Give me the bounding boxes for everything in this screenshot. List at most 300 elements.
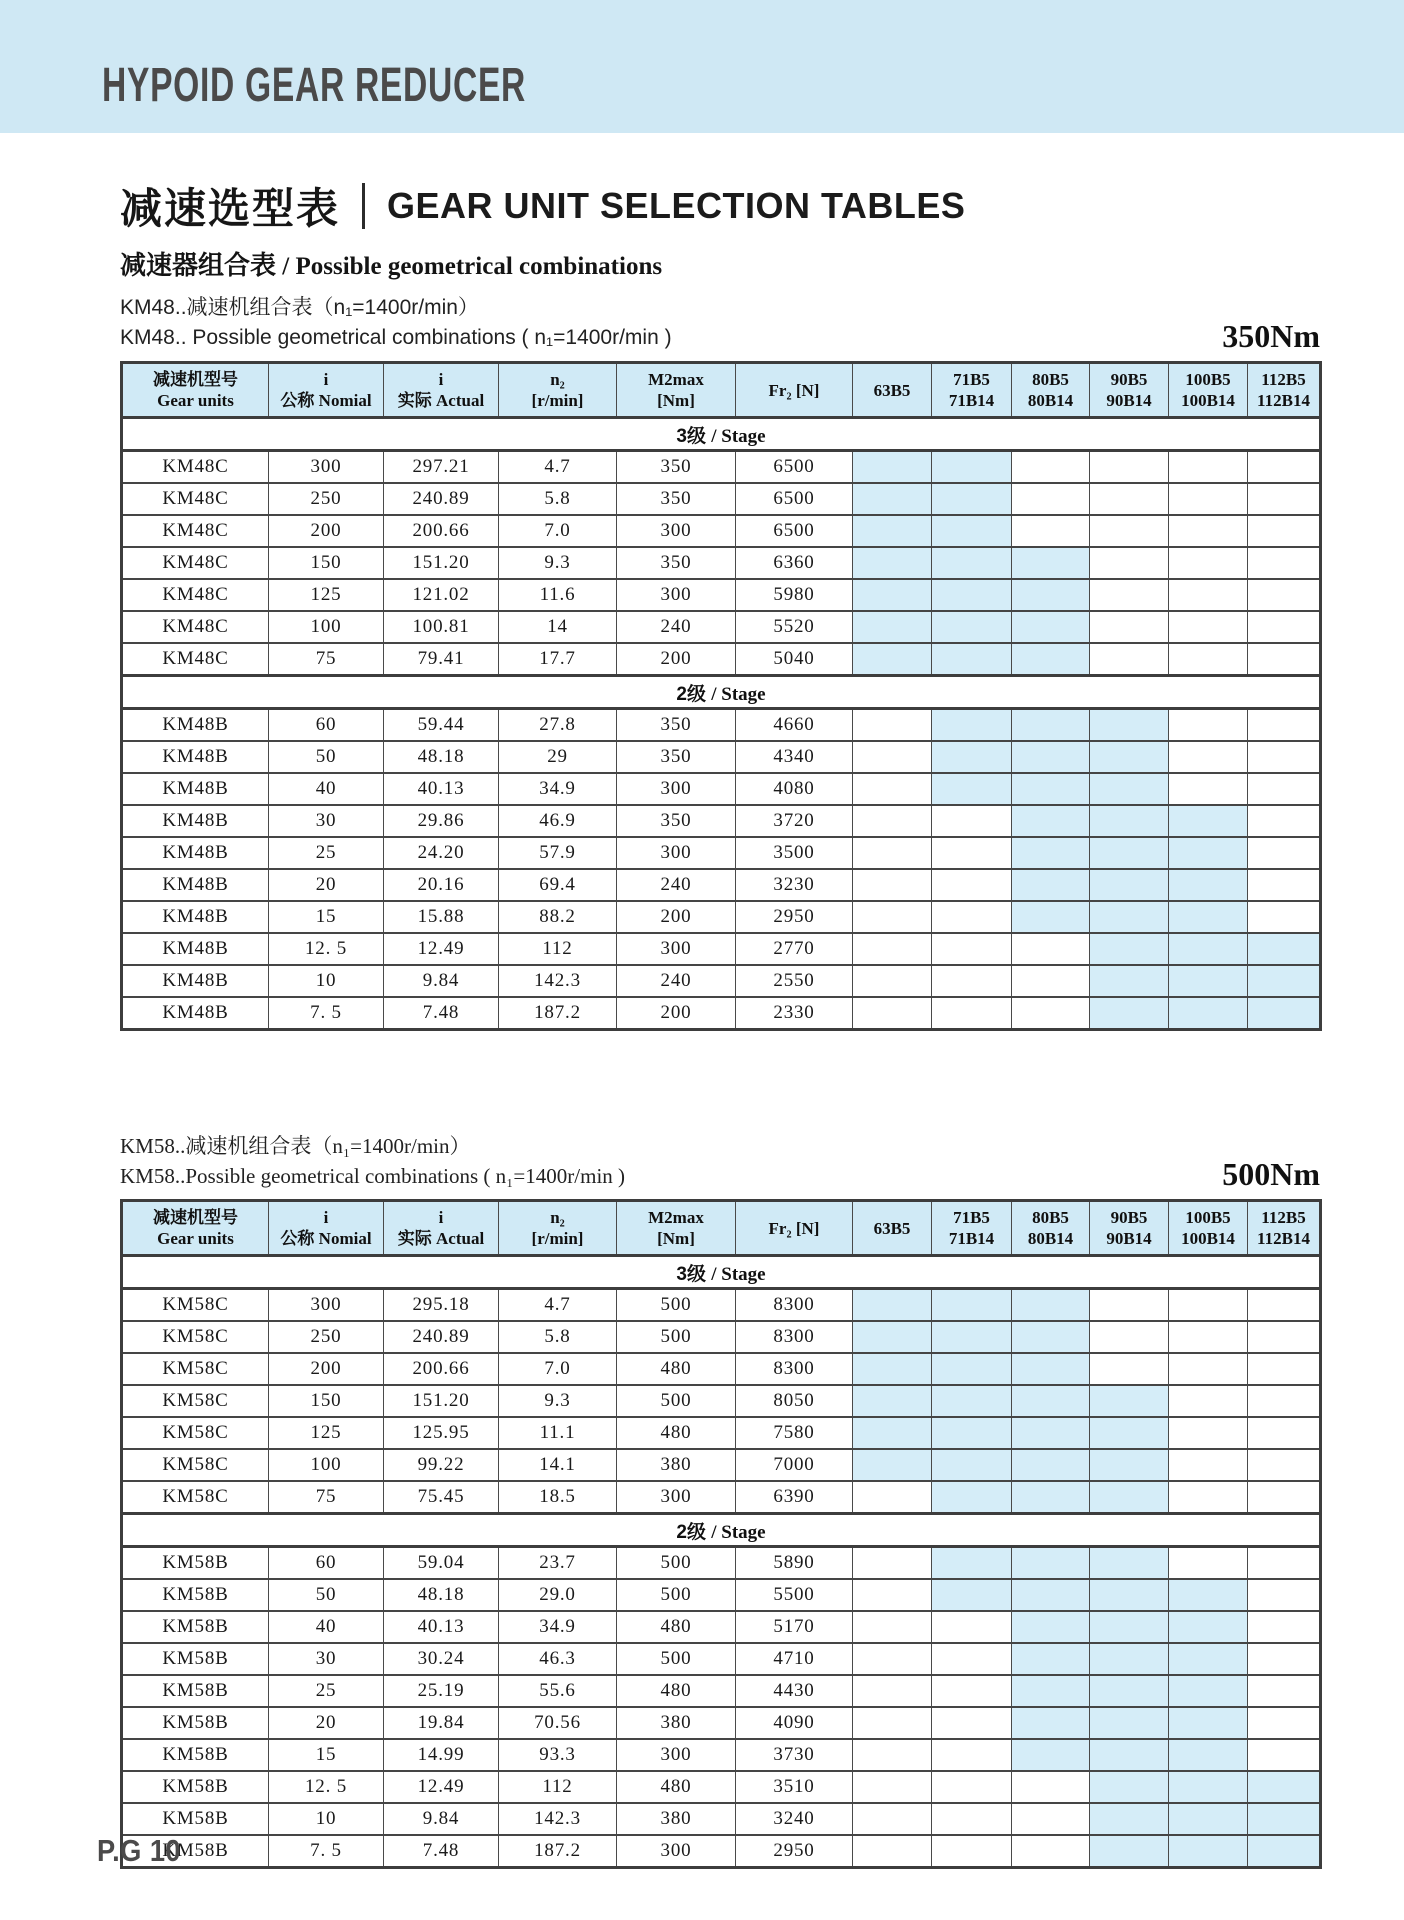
- data-cell: 350: [617, 805, 736, 837]
- motor-compatible-cell: [932, 1385, 1012, 1417]
- data-cell: 9.3: [499, 1385, 617, 1417]
- motor-empty-cell: [853, 1803, 932, 1835]
- data-cell: 9.84: [384, 1803, 499, 1835]
- data-cell: 100: [269, 611, 384, 643]
- data-cell: KM48C: [122, 515, 269, 547]
- data-cell: KM48C: [122, 611, 269, 643]
- motor-compatible-cell: [932, 1579, 1012, 1611]
- motor-empty-cell: [932, 933, 1012, 965]
- data-cell: 24.20: [384, 837, 499, 869]
- motor-empty-cell: [853, 1643, 932, 1675]
- data-cell: 500: [617, 1321, 736, 1353]
- motor-compatible-cell: [1090, 1707, 1169, 1739]
- motor-empty-cell: [1248, 709, 1321, 742]
- data-cell: 11.6: [499, 579, 617, 611]
- motor-empty-cell: [1248, 1481, 1321, 1514]
- motor-compatible-cell: [1090, 869, 1169, 901]
- motor-empty-cell: [853, 709, 932, 742]
- data-cell: 200: [617, 643, 736, 676]
- motor-compatible-cell: [853, 1449, 932, 1481]
- data-cell: 9.3: [499, 547, 617, 579]
- data-cell: 75: [269, 1481, 384, 1514]
- motor-empty-cell: [1169, 483, 1248, 515]
- data-cell: 59.44: [384, 709, 499, 742]
- data-cell: 50: [269, 741, 384, 773]
- data-cell: 20.16: [384, 869, 499, 901]
- table-row: [122, 709, 1321, 742]
- motor-empty-cell: [1248, 773, 1321, 805]
- data-cell: 50: [269, 1579, 384, 1611]
- data-cell: KM48C: [122, 643, 269, 676]
- motor-empty-cell: [853, 805, 932, 837]
- motor-compatible-cell: [932, 643, 1012, 676]
- column-header: 63B5: [853, 363, 932, 418]
- motor-compatible-cell: [932, 1449, 1012, 1481]
- motor-empty-cell: [1012, 515, 1090, 547]
- motor-empty-cell: [1169, 1417, 1248, 1449]
- data-cell: 300: [269, 451, 384, 484]
- table-row: [122, 451, 1321, 484]
- motor-compatible-cell: [1012, 1289, 1090, 1322]
- motor-empty-cell: [853, 1611, 932, 1643]
- data-cell: 200.66: [384, 515, 499, 547]
- stage-header-row: [122, 418, 1321, 451]
- motor-compatible-cell: [853, 1353, 932, 1385]
- table-row: [122, 547, 1321, 579]
- motor-empty-cell: [932, 1611, 1012, 1643]
- data-cell: 23.7: [499, 1547, 617, 1580]
- motor-compatible-cell: [1090, 1547, 1169, 1580]
- data-cell: 30: [269, 805, 384, 837]
- motor-empty-cell: [1248, 837, 1321, 869]
- data-cell: 29.86: [384, 805, 499, 837]
- data-cell: 7.48: [384, 1835, 499, 1868]
- motor-empty-cell: [932, 1771, 1012, 1803]
- table-row: [122, 805, 1321, 837]
- motor-compatible-cell: [932, 515, 1012, 547]
- motor-compatible-cell: [853, 1385, 932, 1417]
- motor-compatible-cell: [1090, 837, 1169, 869]
- table-row: [122, 997, 1321, 1030]
- data-cell: 295.18: [384, 1289, 499, 1322]
- data-cell: 500: [617, 1643, 736, 1675]
- column-header: n₂ [r/min]: [499, 1201, 617, 1256]
- motor-empty-cell: [853, 1771, 932, 1803]
- motor-compatible-cell: [932, 1417, 1012, 1449]
- data-cell: 2550: [736, 965, 853, 997]
- data-cell: 30: [269, 1643, 384, 1675]
- motor-empty-cell: [1248, 741, 1321, 773]
- motor-compatible-cell: [1248, 1835, 1321, 1868]
- data-cell: 250: [269, 1321, 384, 1353]
- motor-compatible-cell: [1169, 805, 1248, 837]
- motor-compatible-cell: [853, 547, 932, 579]
- motor-compatible-cell: [1090, 997, 1169, 1030]
- motor-compatible-cell: [1169, 1643, 1248, 1675]
- data-cell: KM58B: [122, 1803, 269, 1835]
- motor-empty-cell: [1012, 451, 1090, 484]
- motor-empty-cell: [1169, 643, 1248, 676]
- data-cell: 5040: [736, 643, 853, 676]
- page-title-zh: 减速选型表: [120, 185, 341, 232]
- motor-compatible-cell: [1090, 1449, 1169, 1481]
- data-cell: KM58B: [122, 1675, 269, 1707]
- page-content: [120, 133, 1320, 1869]
- motor-empty-cell: [1090, 515, 1169, 547]
- data-cell: 4.7: [499, 451, 617, 484]
- stage-header-row: [122, 1514, 1321, 1547]
- data-cell: 300: [617, 933, 736, 965]
- data-cell: 500: [617, 1385, 736, 1417]
- motor-compatible-cell: [1169, 1803, 1248, 1835]
- data-cell: KM58B: [122, 1547, 269, 1580]
- column-header: n₂ [r/min]: [499, 363, 617, 418]
- table-header-row: [122, 1201, 1321, 1256]
- motor-compatible-cell: [1090, 1481, 1169, 1514]
- motor-empty-cell: [853, 1835, 932, 1868]
- column-header: M2max [Nm]: [617, 363, 736, 418]
- motor-empty-cell: [1169, 1321, 1248, 1353]
- motor-empty-cell: [1169, 1353, 1248, 1385]
- table-intro-lines: [120, 1131, 1222, 1191]
- motor-compatible-cell: [1012, 1353, 1090, 1385]
- motor-compatible-cell: [932, 1289, 1012, 1322]
- data-cell: 121.02: [384, 579, 499, 611]
- motor-compatible-cell: [1248, 1803, 1321, 1835]
- motor-compatible-cell: [932, 483, 1012, 515]
- table-row: [122, 1611, 1321, 1643]
- data-cell: 350: [617, 483, 736, 515]
- data-cell: 12.49: [384, 933, 499, 965]
- motor-compatible-cell: [1248, 965, 1321, 997]
- motor-compatible-cell: [1090, 1739, 1169, 1771]
- data-cell: 25: [269, 1675, 384, 1707]
- motor-compatible-cell: [1090, 805, 1169, 837]
- motor-compatible-cell: [932, 579, 1012, 611]
- data-cell: 59.04: [384, 1547, 499, 1580]
- data-cell: 100.81: [384, 611, 499, 643]
- motor-compatible-cell: [1169, 901, 1248, 933]
- motor-compatible-cell: [1012, 1321, 1090, 1353]
- data-cell: 3240: [736, 1803, 853, 1835]
- gear-selection-table: [120, 1199, 1322, 1869]
- motor-empty-cell: [1169, 1385, 1248, 1417]
- torque-rating: 500Nm: [1222, 1156, 1320, 1192]
- data-cell: 300: [617, 1835, 736, 1868]
- data-cell: 200: [269, 515, 384, 547]
- data-cell: 34.9: [499, 773, 617, 805]
- column-header: 112B5 112B14: [1248, 1201, 1321, 1256]
- data-cell: 112: [499, 1771, 617, 1803]
- motor-empty-cell: [1169, 1481, 1248, 1514]
- data-cell: 29: [499, 741, 617, 773]
- data-cell: 75.45: [384, 1481, 499, 1514]
- motor-empty-cell: [1248, 901, 1321, 933]
- table-intro-lines: [120, 293, 1222, 353]
- motor-empty-cell: [1090, 643, 1169, 676]
- data-cell: 350: [617, 451, 736, 484]
- motor-empty-cell: [1090, 579, 1169, 611]
- data-cell: 350: [617, 709, 736, 742]
- motor-empty-cell: [1169, 1547, 1248, 1580]
- motor-empty-cell: [853, 901, 932, 933]
- data-cell: 112: [499, 933, 617, 965]
- motor-compatible-cell: [1090, 965, 1169, 997]
- motor-compatible-cell: [1012, 643, 1090, 676]
- table-row: [122, 869, 1321, 901]
- stage-heading: 3级 / Stage: [122, 418, 1321, 451]
- data-cell: 27.8: [499, 709, 617, 742]
- data-cell: 5980: [736, 579, 853, 611]
- data-cell: 46.3: [499, 1643, 617, 1675]
- data-cell: 5.8: [499, 483, 617, 515]
- stage-heading: 3级 / Stage: [122, 1256, 1321, 1289]
- table-intro-zh: KM48..减速机组合表（n₁=1400r/min）: [120, 296, 479, 319]
- table-row: [122, 901, 1321, 933]
- motor-empty-cell: [932, 901, 1012, 933]
- data-cell: 240.89: [384, 483, 499, 515]
- data-cell: 151.20: [384, 1385, 499, 1417]
- data-cell: 480: [617, 1675, 736, 1707]
- data-cell: 240: [617, 965, 736, 997]
- motor-compatible-cell: [1012, 901, 1090, 933]
- motor-empty-cell: [1169, 611, 1248, 643]
- data-cell: 69.4: [499, 869, 617, 901]
- data-cell: 7580: [736, 1417, 853, 1449]
- motor-empty-cell: [1012, 1771, 1090, 1803]
- stage-heading: 2级 / Stage: [122, 1514, 1321, 1547]
- data-cell: 11.1: [499, 1417, 617, 1449]
- motor-empty-cell: [1169, 515, 1248, 547]
- data-cell: 6390: [736, 1481, 853, 1514]
- data-cell: KM58B: [122, 1835, 269, 1868]
- column-header: i 公称 Nomial: [269, 363, 384, 418]
- data-cell: 4710: [736, 1643, 853, 1675]
- table-row: [122, 1289, 1321, 1322]
- torque-rating: 350Nm: [1222, 318, 1320, 354]
- table-row: [122, 643, 1321, 676]
- motor-empty-cell: [853, 1675, 932, 1707]
- motor-compatible-cell: [1012, 1385, 1090, 1417]
- motor-empty-cell: [1248, 1611, 1321, 1643]
- motor-empty-cell: [1169, 1449, 1248, 1481]
- motor-compatible-cell: [1248, 933, 1321, 965]
- data-cell: 3720: [736, 805, 853, 837]
- motor-compatible-cell: [853, 483, 932, 515]
- motor-compatible-cell: [1169, 933, 1248, 965]
- page-number: P.G 10: [97, 1833, 182, 1868]
- data-cell: 40.13: [384, 773, 499, 805]
- motor-empty-cell: [1012, 997, 1090, 1030]
- motor-empty-cell: [932, 869, 1012, 901]
- motor-compatible-cell: [853, 1321, 932, 1353]
- data-cell: KM58B: [122, 1579, 269, 1611]
- data-cell: 20: [269, 1707, 384, 1739]
- data-cell: 93.3: [499, 1739, 617, 1771]
- gear-table-block: [120, 1131, 1320, 1869]
- motor-empty-cell: [1248, 1321, 1321, 1353]
- data-cell: 10: [269, 1803, 384, 1835]
- table-intro-en: KM58..Possible geometrical combinations ( n₁=1400r/min ): [120, 1164, 626, 1188]
- data-cell: 4340: [736, 741, 853, 773]
- motor-empty-cell: [1248, 579, 1321, 611]
- data-cell: 8300: [736, 1353, 853, 1385]
- data-cell: KM58B: [122, 1739, 269, 1771]
- motor-empty-cell: [932, 997, 1012, 1030]
- motor-compatible-cell: [853, 579, 932, 611]
- data-cell: KM48B: [122, 741, 269, 773]
- data-cell: 300: [617, 773, 736, 805]
- data-cell: 18.5: [499, 1481, 617, 1514]
- table-row: [122, 515, 1321, 547]
- table-row: [122, 741, 1321, 773]
- table-row: [122, 1417, 1321, 1449]
- motor-compatible-cell: [932, 547, 1012, 579]
- motor-empty-cell: [1248, 1675, 1321, 1707]
- data-cell: 88.2: [499, 901, 617, 933]
- table-row: [122, 773, 1321, 805]
- table-intro-row: [120, 293, 1320, 353]
- column-header: 71B5 71B14: [932, 363, 1012, 418]
- motor-empty-cell: [853, 965, 932, 997]
- data-cell: KM58B: [122, 1643, 269, 1675]
- table-row: [122, 1803, 1321, 1835]
- motor-compatible-cell: [1012, 773, 1090, 805]
- motor-compatible-cell: [1169, 965, 1248, 997]
- data-cell: 4430: [736, 1675, 853, 1707]
- data-cell: 46.9: [499, 805, 617, 837]
- table-row: [122, 1353, 1321, 1385]
- data-cell: 250: [269, 483, 384, 515]
- motor-empty-cell: [1248, 611, 1321, 643]
- motor-empty-cell: [1248, 1353, 1321, 1385]
- motor-compatible-cell: [932, 1547, 1012, 1580]
- table-row: [122, 1481, 1321, 1514]
- column-header: 90B5 90B14: [1090, 1201, 1169, 1256]
- motor-compatible-cell: [1012, 1739, 1090, 1771]
- title-divider: [362, 183, 365, 229]
- motor-compatible-cell: [1090, 1771, 1169, 1803]
- motor-compatible-cell: [1090, 1643, 1169, 1675]
- motor-empty-cell: [1248, 805, 1321, 837]
- motor-empty-cell: [1090, 1289, 1169, 1322]
- data-cell: 500: [617, 1547, 736, 1580]
- data-cell: 12. 5: [269, 1771, 384, 1803]
- page-title: [120, 181, 1320, 231]
- motor-compatible-cell: [1169, 1771, 1248, 1803]
- column-header: 71B5 71B14: [932, 1201, 1012, 1256]
- motor-empty-cell: [1090, 1353, 1169, 1385]
- motor-empty-cell: [853, 837, 932, 869]
- motor-empty-cell: [1090, 547, 1169, 579]
- table-row: [122, 1547, 1321, 1580]
- table-row: [122, 579, 1321, 611]
- motor-compatible-cell: [853, 611, 932, 643]
- data-cell: 150: [269, 1385, 384, 1417]
- motor-empty-cell: [1090, 483, 1169, 515]
- motor-compatible-cell: [1090, 1675, 1169, 1707]
- data-cell: 12. 5: [269, 933, 384, 965]
- section-subtitle: [120, 245, 1320, 280]
- motor-empty-cell: [1248, 483, 1321, 515]
- data-cell: 2950: [736, 1835, 853, 1868]
- data-cell: KM58B: [122, 1707, 269, 1739]
- motor-empty-cell: [932, 837, 1012, 869]
- motor-empty-cell: [1169, 1289, 1248, 1322]
- data-cell: 19.84: [384, 1707, 499, 1739]
- table-row: [122, 483, 1321, 515]
- data-cell: 300: [617, 515, 736, 547]
- tables-root: [120, 293, 1320, 1869]
- data-cell: 240: [617, 869, 736, 901]
- motor-compatible-cell: [1012, 1547, 1090, 1580]
- motor-compatible-cell: [1169, 869, 1248, 901]
- motor-empty-cell: [1090, 451, 1169, 484]
- data-cell: 15: [269, 901, 384, 933]
- table-row: [122, 611, 1321, 643]
- data-cell: 151.20: [384, 547, 499, 579]
- motor-compatible-cell: [1169, 1739, 1248, 1771]
- data-cell: 7. 5: [269, 1835, 384, 1868]
- motor-compatible-cell: [1012, 1481, 1090, 1514]
- motor-empty-cell: [1248, 1547, 1321, 1580]
- motor-empty-cell: [932, 1707, 1012, 1739]
- motor-compatible-cell: [1090, 1417, 1169, 1449]
- motor-compatible-cell: [1012, 837, 1090, 869]
- data-cell: 14: [499, 611, 617, 643]
- data-cell: 60: [269, 709, 384, 742]
- motor-compatible-cell: [1012, 579, 1090, 611]
- motor-compatible-cell: [1090, 1611, 1169, 1643]
- data-cell: 100: [269, 1449, 384, 1481]
- table-intro-zh: KM58..减速机组合表（n₁=1400r/min）: [120, 1134, 471, 1158]
- motor-empty-cell: [1012, 965, 1090, 997]
- table-row: [122, 1579, 1321, 1611]
- motor-compatible-cell: [1090, 1579, 1169, 1611]
- data-cell: 5.8: [499, 1321, 617, 1353]
- data-cell: KM48B: [122, 709, 269, 742]
- motor-compatible-cell: [932, 741, 1012, 773]
- motor-empty-cell: [932, 805, 1012, 837]
- motor-empty-cell: [1248, 869, 1321, 901]
- data-cell: 75: [269, 643, 384, 676]
- motor-empty-cell: [853, 997, 932, 1030]
- motor-compatible-cell: [932, 1481, 1012, 1514]
- data-cell: 79.41: [384, 643, 499, 676]
- data-cell: KM48B: [122, 869, 269, 901]
- table-row: [122, 837, 1321, 869]
- motor-compatible-cell: [1090, 1835, 1169, 1868]
- table-row: [122, 933, 1321, 965]
- motor-empty-cell: [853, 1707, 932, 1739]
- motor-empty-cell: [1248, 451, 1321, 484]
- table-row: [122, 1385, 1321, 1417]
- motor-compatible-cell: [1012, 805, 1090, 837]
- column-header: i 实际 Actual: [384, 1201, 499, 1256]
- motor-compatible-cell: [1169, 1835, 1248, 1868]
- data-cell: 480: [617, 1353, 736, 1385]
- motor-compatible-cell: [1090, 933, 1169, 965]
- data-cell: KM58C: [122, 1481, 269, 1514]
- data-cell: 6500: [736, 451, 853, 484]
- motor-compatible-cell: [1090, 901, 1169, 933]
- motor-empty-cell: [1169, 773, 1248, 805]
- column-header: 90B5 90B14: [1090, 363, 1169, 418]
- data-cell: 350: [617, 547, 736, 579]
- data-cell: 300: [617, 1739, 736, 1771]
- data-cell: 3730: [736, 1739, 853, 1771]
- motor-empty-cell: [1012, 933, 1090, 965]
